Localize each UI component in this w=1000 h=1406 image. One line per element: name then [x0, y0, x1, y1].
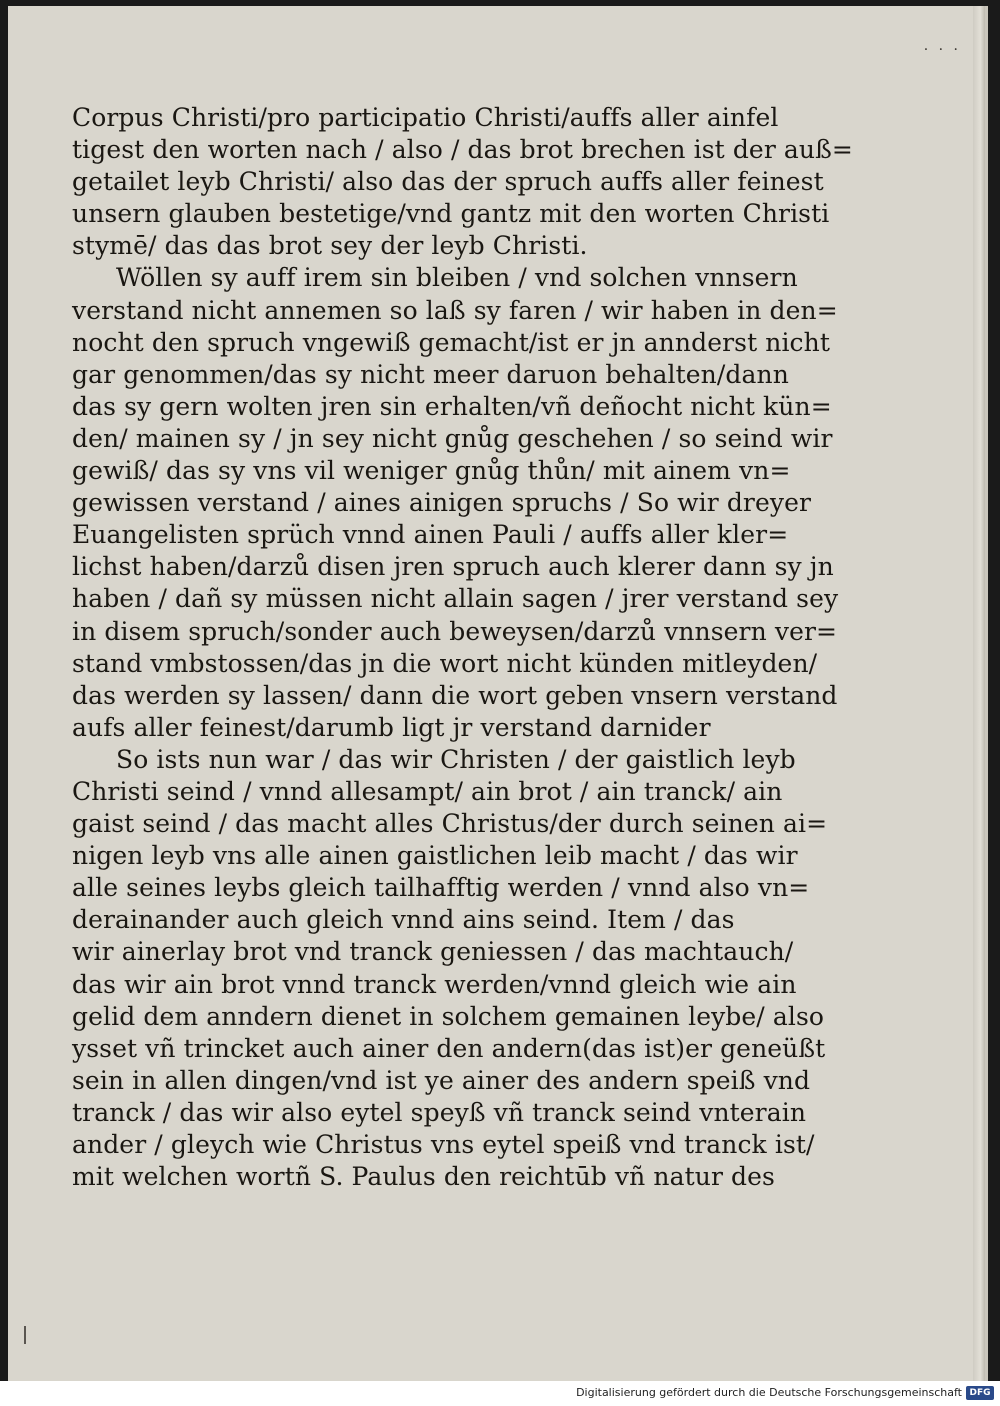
text-line: das wir ain brot vnnd tranck werden/vnnd gleich wie ain — [72, 969, 797, 999]
text-line: gewiß/ das sy vns vil weniger gnůg thůn/ mit ainem vn= — [72, 456, 791, 486]
text-line: alle seines leybs gleich tailhafftig werden / vnnd also vn= — [72, 873, 810, 903]
text-line: ysset vñ trincket auch ainer den andern(das ist)er geneüßt — [72, 1033, 826, 1063]
text-line: derainander auch gleich vnnd ains seind. Item / das — [72, 905, 735, 935]
text-line: nocht den spruch vngewiß gemacht/ist er jn annderst nicht — [72, 327, 831, 357]
footer-bar — [0, 1381, 1000, 1406]
text-line: So ists nun war / das wir Christen / der gaistlich leyb — [116, 744, 796, 774]
text-line: gar genommen/das sy nicht meer daruon behalten/dann — [72, 359, 789, 389]
text-line: Corpus Christi/pro participatio Christi/auffs aller ainfel — [72, 103, 779, 132]
page-fold-shadow — [973, 6, 985, 1381]
text-line: haben / dañ sy müssen nicht allain sagen / jrer verstand sey — [72, 584, 839, 614]
margin-mark — [24, 1326, 26, 1344]
text-line: ander / gleych wie Christus vns eytel speiß vnd tranck ist/ — [72, 1130, 815, 1159]
text-line: tranck / das wir also eytel speyß vñ tranck seind vnterain — [72, 1097, 807, 1127]
text-line: wir ainerlay brot vnd tranck geniessen / das machtauch/ — [72, 937, 794, 967]
text-line: stand vmbstossen/das jn die wort nicht künden mitleyden/ — [72, 648, 818, 678]
text-line: Christi seind / vnnd allesampt/ ain brot / ain tranck/ ain — [72, 776, 783, 806]
text-line: getailet leyb Christi/ also das der spruch auffs aller feinest — [72, 167, 824, 197]
text-line: Euangelisten sprüch vnnd ainen Pauli / auffs aller kler= — [72, 520, 789, 550]
text-line: verstand nicht annemen so laß sy faren / wir haben in den= — [72, 295, 838, 325]
text-line: mit welchen wortñ S. Paulus den reichtūb vñ natur des — [72, 1162, 775, 1192]
text-line: sein in allen dingen/vnd ist ye ainer des andern speiß vnd — [72, 1065, 811, 1095]
text-line: nigen leyb vns alle ainen gaistlichen leib macht / das wir — [72, 841, 798, 871]
text-line: den/ mainen sy / jn sey nicht gnůg geschehen / so seind wir — [72, 423, 833, 453]
scanned-page — [8, 6, 988, 1381]
page-text-block — [72, 102, 853, 1193]
text-line: gaist seind / das macht alles Christus/der durch seinen ai= — [72, 809, 828, 839]
text-line: in disem spruch/sonder auch beweysen/darzů vnnsern ver= — [72, 616, 838, 646]
text-line: stymē/ das das brot sey der leyb Christi. — [72, 231, 588, 261]
text-line: lichst haben/darzů disen jren spruch auch klerer dann sy jn — [72, 552, 834, 582]
text-line: gelid dem anndern dienet in solchem gemainen leybe/ also — [72, 1001, 825, 1031]
text-line: gewissen verstand / aines ainigen spruchs / So wir dreyer — [72, 488, 812, 518]
text-line: unsern glauben bestetige/vnd gantz mit den worten Christi — [72, 199, 830, 229]
text-line: das werden sy lassen/ dann die wort geben vnsern verstand — [72, 680, 838, 710]
dfg-logo: DFG — [966, 1386, 994, 1400]
text-line: tigest den worten nach / also / das brot brechen ist der auß= — [72, 135, 853, 165]
corner-mark: · · · — [923, 42, 961, 58]
text-line: aufs aller feinest/darumb ligt jr verstand darnider — [72, 712, 711, 742]
text-line: das sy gern wolten jren sin erhalten/vñ deñocht nicht kün= — [72, 391, 832, 421]
footer-credit-text: Digitalisierung gefördert durch die Deutsche Forschungsgemeinschaft — [576, 1386, 962, 1399]
text-line: Wöllen sy auff irem sin bleiben / vnd solchen vnnsern — [116, 263, 798, 293]
